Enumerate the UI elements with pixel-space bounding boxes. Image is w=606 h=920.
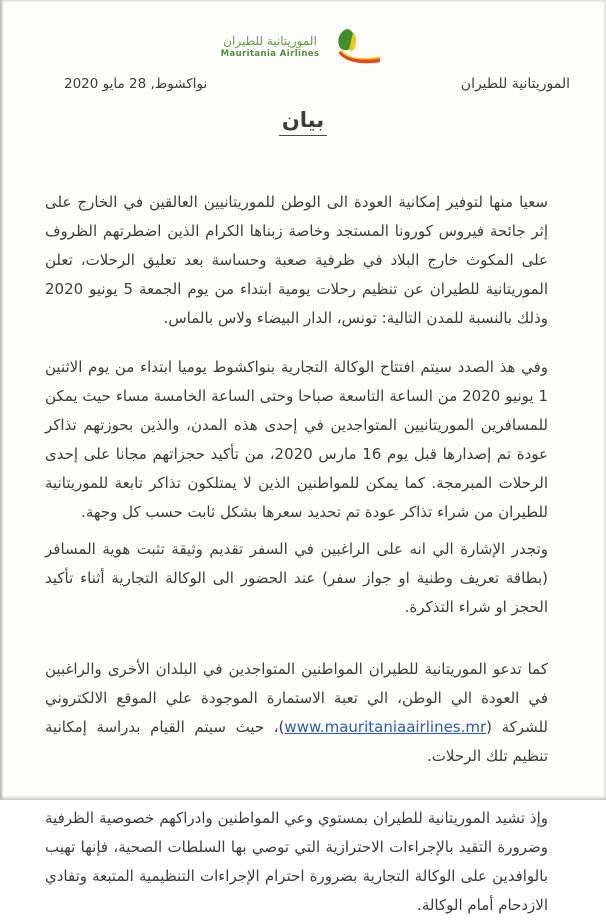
- title-row: [0, 108, 606, 136]
- logo-name-arabic: الموريتانية للطيران: [223, 34, 317, 49]
- paragraph-online-form-before-link: كما تدعو الموريتانية للطيران المواطنين المتواجدين في البلدان الأخرى والراغبين في العودة الي الوطن، الي تعبة الاستمارة الموجودة علي الموقع الالكتروني للشركة (: [45, 660, 549, 736]
- header-company-name: الموريتانية للطيران: [460, 76, 570, 92]
- airline-logo-wordmark: [221, 34, 320, 60]
- bird-logo-icon: [327, 26, 385, 68]
- dateline: نواكشوط, 28 مايو 2020: [64, 76, 208, 92]
- paragraph-online-form-after-link: )، حيث سيتم القيام بدراسة إمكانية تنظيم تلك الرحلات.: [45, 718, 548, 765]
- website-link[interactable]: www.mauritaniaairlines.mr: [284, 718, 487, 736]
- statement-body: [45, 188, 548, 920]
- statement-title: بيان: [279, 108, 327, 136]
- paragraph-id-requirement: وتجدر الإشارة الي انه على الراغبين في السفر تقديم وثيقة تثبت هوية المسافر (بطاقة تعريف وطنية او جواز سفر) عند الحضور الى الوكالة التجارية أثناء تأكيد الحجز او شراء التذكرة.: [45, 540, 548, 616]
- paragraph-agency-opening: وفي هذ الصدد سيتم افتتاح الوكالة التجارية بنواكشوط يوميا ابتداء من يوم الاثنين 1 يونيو 2020 من الساعة التاسعة صباحا وحتى الساعة الخامسة مساء حيث يمكن للمسافرين الموريتانيين المتواجدين في إحدى هذه المدن، والذين بحوزتهم تذاكر عودة تم إصدارها قبل يوم 16 مارس 2020، من تأكيد حجزاتهم مجانا على إحدى الرحلات المبرمجة. كما يمكن للمواطنين الذين لا يمتلكون تذاكر تابعة للموريتانية للطيران من شراء تذاكر عودة تم تحديد سعرها بشكل ثابت حسب كل وجهة.: [45, 358, 548, 521]
- airline-logo: [0, 26, 606, 68]
- logo-name-english: Mauritania Airlines: [220, 49, 320, 60]
- paragraph-online-form: [45, 655, 548, 771]
- paragraph-closing-precautions: وإذ تشيد الموريتانية للطيران بمستوي وعي المواطنين وادراكهم خصوصية الظرفية وضرورة التقيد بالإجراءات الاحترازية التي توصي بها السلطات الصحية، فإنها تهيب بالوافدين على الوكالة التجارية بضرورة احترام الإجراءات التنظيمية المتبعة وتفادي الازدحام أمام الوكالة.: [45, 809, 548, 914]
- paragraph-intro-flights: سعيا منها لتوفير إمكانية العودة الى الوطن للموريتانيين العالقين في الخارج على إثر جائحة فيروس كورونا المستجد وخاصة زبناها الكرام الذين اضطرتهم الظروف على المكوث خارج البلاد في ظرفية صعبة وحساسة بعد تعليق الرحلات، تعلن الموريتانية للطيران عن تنظيم رحلات يومية ابتداء من يوم الجمعة 5 يونيو 2020 وذلك بالنسبة للمدن التالية: تونس، الدار البيضاء ولاس بالماس.: [45, 193, 549, 327]
